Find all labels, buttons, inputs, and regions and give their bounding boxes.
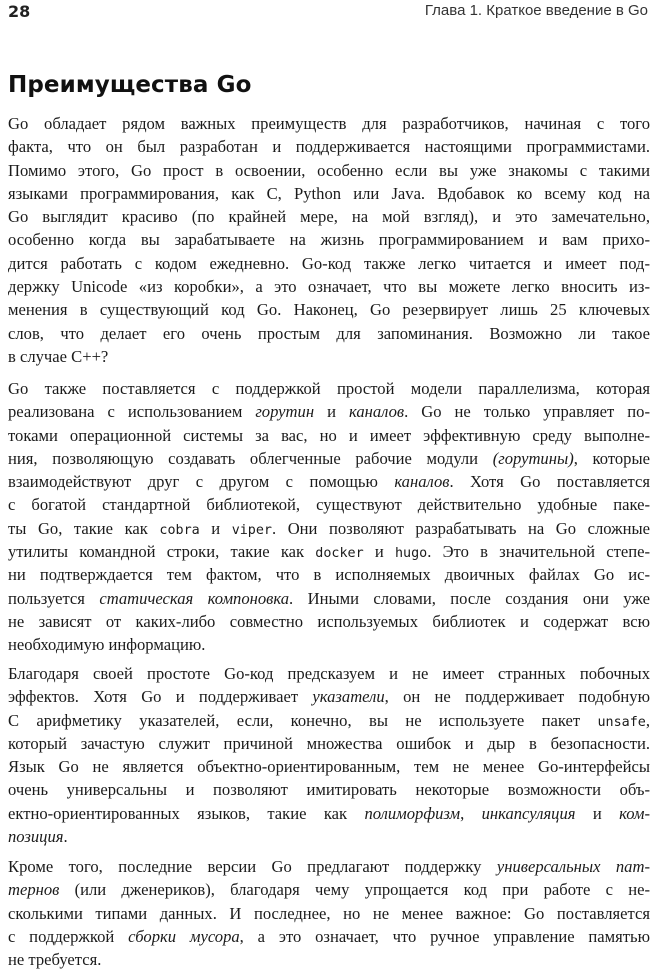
italic-term: универсальных пат- <box>496 857 650 876</box>
text-line <box>8 493 650 516</box>
text-run: и <box>575 803 620 823</box>
text-run: токами операционной системы за вас, но и имеет эффективную среду выполне- <box>8 425 650 445</box>
code-term: docker <box>315 546 364 562</box>
text-line <box>8 587 650 610</box>
text-line <box>8 732 650 755</box>
italic-term: полиморфизм <box>364 803 461 823</box>
text-run: и <box>314 402 349 422</box>
text-run: . <box>63 827 68 847</box>
paragraph-3 <box>8 662 650 848</box>
text-line <box>8 345 650 368</box>
text-run: не зависят от каких-либо совместно используемых библиотек и содержат всю <box>8 611 650 631</box>
text-run: ния, позволяющую создавать облегченные рабочие модули <box>8 448 493 468</box>
text-run: ектно-ориентированных языков, такие как <box>8 803 365 823</box>
text-line <box>8 802 650 825</box>
text-line <box>8 135 650 158</box>
text-run: Go также поставляется с поддержкой простой модели параллелизма, которая <box>8 379 650 398</box>
text-run: с поддержкой <box>8 926 129 946</box>
text-line <box>8 902 650 925</box>
text-run: факта, что он был разработан и поддерживается настоящими программистами. <box>8 137 650 157</box>
code-term: hugo <box>394 546 428 562</box>
italic-term: указатели <box>312 687 385 707</box>
italic-term: позиция <box>8 827 64 847</box>
text-run: , <box>645 710 650 730</box>
italic-term: горутин <box>255 402 315 422</box>
code-term: cobra <box>159 522 200 538</box>
text-run: , он не поддерживает подобную <box>384 687 650 707</box>
text-run: слов, что делает его очень простым для запоминания. Возможно ли такое <box>8 323 650 343</box>
text-run: и <box>199 518 232 538</box>
text-run: . Иными словами, после создания они уже <box>289 588 650 608</box>
text-line <box>8 755 650 778</box>
text-line <box>8 610 650 633</box>
section-heading: Преимущества Go <box>8 72 252 98</box>
text-line <box>8 878 650 901</box>
text-line <box>8 685 650 708</box>
text-run: ты Go, такие как <box>8 518 160 538</box>
italic-term: инкапсуляция <box>481 803 576 823</box>
text-line <box>8 709 650 732</box>
text-line <box>8 540 650 563</box>
text-line <box>8 662 650 685</box>
text-run: дится работать с кодом ежедневно. Go-код также легко читается и имеет под- <box>8 253 650 273</box>
italic-term: статическая компоновка <box>99 588 290 608</box>
text-line <box>8 182 650 205</box>
text-line <box>8 112 650 135</box>
text-line <box>8 825 650 848</box>
text-run: особенно когда вы зарабатываете на жизнь программированием и вам прихо- <box>8 230 650 250</box>
text-run: . Хотя Go поставляется <box>449 472 650 492</box>
code-term: unsafe <box>597 714 646 730</box>
text-run: с богатой стандартной библиотекой, существуют действительно удобные паке- <box>8 495 650 515</box>
code-term: viper <box>231 522 272 538</box>
text-line <box>8 275 650 298</box>
text-run: утилиты командной строки, такие как <box>8 542 316 562</box>
text-line <box>8 400 650 423</box>
text-run: взаимодействуют друг с другом с помощью <box>8 472 395 492</box>
italic-term: каналов <box>348 402 405 422</box>
text-run: C арифметику указателей, если, конечно, вы не используете пакет <box>8 710 598 730</box>
text-run: . Они позволяют разрабатывать на Go сложные <box>272 518 650 538</box>
italic-term: тернов <box>8 880 60 900</box>
text-run: и <box>363 542 395 562</box>
text-line <box>8 778 650 801</box>
text-line <box>8 298 650 321</box>
text-run: держку Unicode «из коробки», а это означает, что вы можете легко вносить из- <box>8 277 650 297</box>
paragraph-4 <box>8 855 650 971</box>
text-run: эффектов. Хотя Go и поддерживает <box>8 687 313 707</box>
text-line <box>8 517 650 540</box>
text-line <box>8 252 650 275</box>
text-run: необходимую информацию. <box>8 635 206 655</box>
text-line <box>8 948 650 971</box>
italic-term: каналов <box>394 472 450 492</box>
text-line <box>8 228 650 251</box>
paragraph-2 <box>8 377 650 657</box>
text-run: Go выглядит красиво (по крайней мере, на мой взгляд), и это замечательно, <box>8 207 650 227</box>
text-run: очень универсальны и позволяют имитировать некоторые возможности объ- <box>8 780 650 800</box>
text-run: реализована с использованием <box>8 402 256 422</box>
text-line <box>8 855 650 878</box>
text-run: не требуется. <box>8 950 102 970</box>
text-run: , <box>460 803 482 823</box>
text-run: в случае C++? <box>8 346 109 366</box>
italic-term: сборки мусора <box>128 926 240 946</box>
chapter-title: Глава 1. Краткое введение в Go <box>424 2 648 19</box>
text-line <box>8 377 650 400</box>
text-line <box>8 159 650 182</box>
text-run: сколькими типами данных. И последнее, но не менее важное: Go поставляется <box>8 903 650 923</box>
running-header <box>8 0 648 28</box>
text-run: . Go не только управляет по- <box>404 402 650 422</box>
text-line <box>8 424 650 447</box>
text-run: . Это в значительной степе- <box>427 542 650 562</box>
text-run: Go обладает рядом важных преимуществ для разработчиков, начиная с того <box>8 114 650 133</box>
italic-term: (горутины) <box>492 448 574 468</box>
text-run: который зачастую служит причиной множества ошибок и дыр в безопасности. <box>8 733 650 753</box>
paragraph-1 <box>8 112 650 368</box>
italic-term: ком- <box>619 803 650 823</box>
text-line <box>8 470 650 493</box>
text-run: , а это означает, что ручное управление памятью <box>239 926 650 946</box>
text-run: менения в существующий код Go. Наконец, Go резервирует лишь 25 ключевых <box>8 300 650 320</box>
text-line <box>8 925 650 948</box>
text-run: Помимо этого, Go прост в освоении, особенно если вы уже знакомы с такими <box>8 160 650 180</box>
text-line <box>8 322 650 345</box>
text-run: Благодаря своей простоте Go-код предсказуем и не имеет странных побочных <box>8 664 650 683</box>
text-line <box>8 447 650 470</box>
text-run: языками программирования, как C, Python или Java. Вдобавок ко всему код на <box>8 183 650 203</box>
text-run: , которые <box>573 448 650 468</box>
text-line <box>8 205 650 228</box>
text-run: пользуется <box>8 588 100 608</box>
text-line <box>8 563 650 586</box>
text-run: Язык Go не является объектно-ориентированным, тем не менее Go-интерфейсы <box>8 757 650 777</box>
text-run: (или дженериков), благодаря чему упрощается код при работе с не- <box>59 880 650 900</box>
text-line <box>8 633 650 656</box>
text-run: ни подтверждается тем фактом, что в исполняемых двоичных файлах Go ис- <box>8 565 650 585</box>
page-number: 28 <box>8 2 31 21</box>
text-run: Кроме того, последние версии Go предлагают поддержку <box>8 857 497 876</box>
